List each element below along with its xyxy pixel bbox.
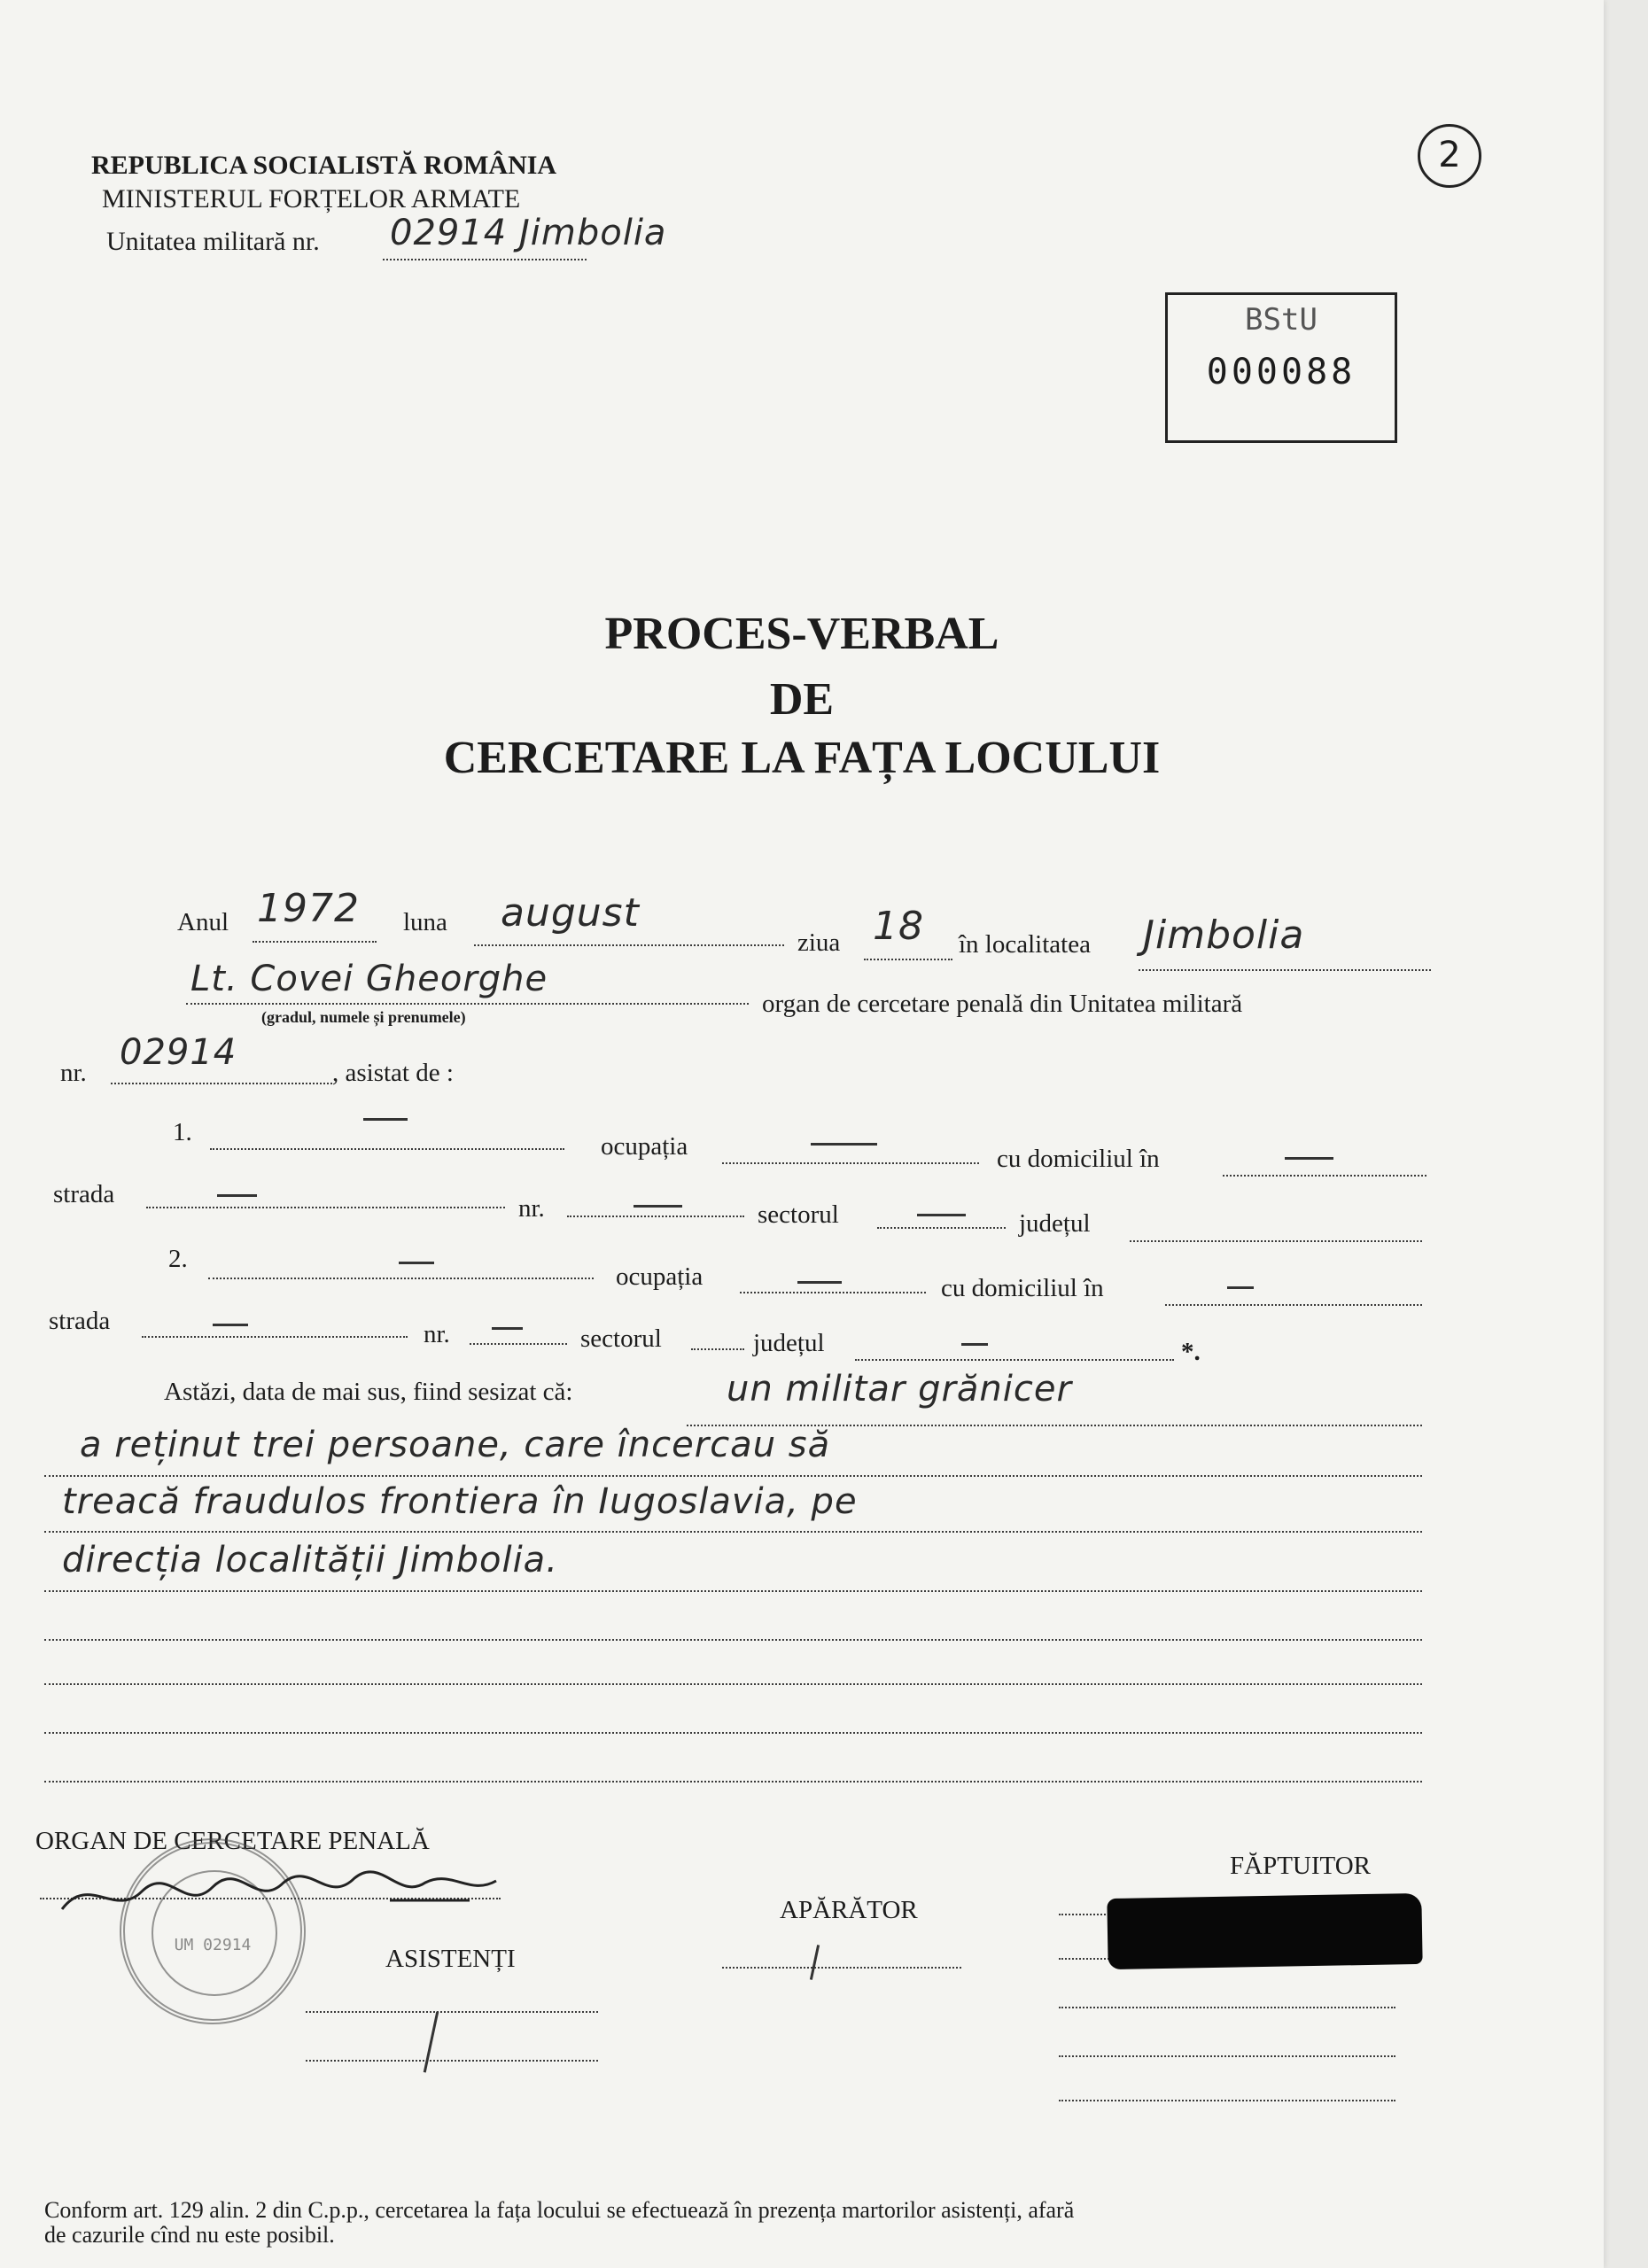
row1-number-dash xyxy=(634,1205,682,1208)
perpetrator-dotted-line-4 xyxy=(1059,2055,1395,2057)
row1-sector-dash xyxy=(917,1214,966,1216)
redaction-bar xyxy=(1107,1893,1422,1969)
locality-handwriting: Jimbolia xyxy=(1143,913,1305,958)
title-line-2: DE xyxy=(769,674,835,725)
row2-sector-label: sectorul xyxy=(580,1324,662,1353)
footnote-line-1: Conform art. 129 alin. 2 din C.p.p., cercetarea la fața locului se efectuează în prezența martorilor asistenți, afară xyxy=(44,2197,1075,2223)
day-handwriting: 18 xyxy=(873,904,924,949)
row2-number-dash xyxy=(492,1327,523,1330)
row1-name-dash xyxy=(363,1118,408,1121)
row2-occupation-dotted-line xyxy=(740,1292,926,1293)
header-unit-label: Unitatea militară nr. xyxy=(106,227,320,256)
notice-handwriting-line-2: a reținut trei persoane, care încercau să xyxy=(80,1425,831,1465)
archive-stamp-box xyxy=(1165,292,1397,443)
assistants-label: ASISTENȚI xyxy=(385,1945,516,1973)
header-ministry: MINISTERUL FORȚELOR ARMATE xyxy=(102,184,521,214)
assistant-2-dotted-line xyxy=(306,2060,598,2062)
row1-sector-label: sectorul xyxy=(758,1200,839,1229)
archive-stamp-label: BStU xyxy=(1245,302,1318,338)
officer-handwriting: Lt. Covei Gheorghe xyxy=(190,959,548,999)
row1-occupation-dash xyxy=(811,1143,877,1146)
row1-index: 1. xyxy=(173,1118,192,1146)
title-line-1: PROCES-VERBAL xyxy=(604,609,999,659)
day-dotted-line xyxy=(864,959,952,960)
defender-dotted-line xyxy=(722,1967,961,1969)
row1-number-label: nr. xyxy=(518,1194,545,1223)
notice-line-8-dotted xyxy=(44,1781,1422,1783)
row2-domicile-label: cu domiciliul în xyxy=(941,1274,1104,1302)
notice-line-4-dotted xyxy=(44,1590,1422,1592)
notice-handwriting-line-1: un militar grănicer xyxy=(727,1369,1072,1410)
locality-label: în localitatea xyxy=(959,930,1091,959)
notice-line-3-dotted xyxy=(44,1531,1422,1533)
row1-number-dotted-line xyxy=(567,1216,744,1217)
row1-county-label: județul xyxy=(1019,1209,1091,1238)
notice-line-7-dotted xyxy=(44,1732,1422,1734)
row2-number-dotted-line xyxy=(470,1343,567,1345)
day-label: ziua xyxy=(797,928,841,957)
perpetrator-label: FĂPTUITOR xyxy=(1230,1852,1371,1880)
nr-dotted-line xyxy=(111,1083,332,1084)
row1-sector-dotted-line xyxy=(877,1227,1006,1229)
notice-handwriting-line-4: direcția localității Jimbolia. xyxy=(62,1540,558,1581)
page-number-circle: 2 xyxy=(1418,124,1481,188)
organ-signature-label: ORGAN DE CERCETARE PENALĂ xyxy=(35,1827,430,1855)
row2-county-dotted-line xyxy=(855,1359,1174,1361)
year-dotted-line xyxy=(253,941,377,943)
footnote-line-2: de cazurile cînd nu este posibil. xyxy=(44,2222,335,2248)
header-republic: REPUBLICA SOCIALISTĂ ROMÂNIA xyxy=(91,151,557,180)
defender-slash xyxy=(810,1945,820,1980)
row2-domicile-dotted-line xyxy=(1165,1304,1422,1306)
month-handwriting: august xyxy=(501,890,640,936)
row2-name-dash xyxy=(399,1262,434,1264)
row2-occupation-dash xyxy=(797,1281,842,1284)
row2-domicile-dash xyxy=(1227,1286,1254,1289)
row1-occupation-dotted-line xyxy=(722,1162,979,1164)
defender-label: APĂRĂTOR xyxy=(780,1896,918,1924)
official-seal: UM 02914 xyxy=(120,1838,306,2024)
month-dotted-line xyxy=(474,944,784,946)
row2-sector-dotted-line xyxy=(691,1348,744,1350)
assistant-1-dotted-line xyxy=(306,2011,598,2013)
row1-domicile-dotted-line xyxy=(1223,1175,1426,1177)
county-asterisk: *. xyxy=(1181,1338,1201,1366)
row1-domicile-dash xyxy=(1285,1157,1333,1160)
nr-handwriting: 02914 xyxy=(120,1032,237,1073)
row2-street-dash xyxy=(213,1324,248,1326)
organ-signature xyxy=(53,1847,514,1927)
officer-caption: (gradul, numele și prenumele) xyxy=(261,1008,466,1026)
perpetrator-dotted-line-5 xyxy=(1059,2100,1395,2101)
row1-name-dotted-line xyxy=(210,1148,564,1150)
notice-line-6-dotted xyxy=(44,1683,1422,1685)
row1-county-dotted-line xyxy=(1130,1240,1422,1242)
archive-stamp-number: 000088 xyxy=(1206,352,1356,392)
row2-county-label: județul xyxy=(753,1329,825,1357)
perpetrator-dotted-line-3 xyxy=(1059,2007,1395,2008)
row2-county-dash xyxy=(961,1343,988,1346)
row1-occupation-label: ocupația xyxy=(601,1132,688,1161)
row1-domicile-label: cu domiciliul în xyxy=(997,1145,1160,1173)
assistants-slash xyxy=(424,2011,439,2072)
unit-handwriting: 02914 Jimbolia xyxy=(390,213,667,253)
row2-number-label: nr. xyxy=(424,1320,450,1348)
row2-index: 2. xyxy=(168,1245,188,1273)
notice-line-5-dotted xyxy=(44,1639,1422,1641)
row2-occupation-label: ocupația xyxy=(616,1262,704,1291)
row2-name-dotted-line xyxy=(208,1278,594,1279)
assisted-label: , asistat de : xyxy=(332,1059,454,1087)
year-handwriting: 1972 xyxy=(257,886,360,931)
notice-label: Astăzi, data de mai sus, fiind sesizat că: xyxy=(164,1378,573,1406)
nr-label: nr. xyxy=(60,1059,87,1087)
month-label: luna xyxy=(403,908,447,936)
officer-dotted-line xyxy=(186,1003,749,1005)
title-line-3: CERCETARE LA FAȚA LOCULUI xyxy=(443,733,1161,783)
row1-street-dotted-line xyxy=(146,1207,505,1208)
unit-dotted-line xyxy=(383,259,587,260)
row1-street-label: strada xyxy=(53,1180,115,1208)
row1-street-dash xyxy=(217,1194,257,1197)
notice-line-2-dotted xyxy=(44,1475,1422,1477)
organ-label: organ de cercetare penală din Unitatea militară xyxy=(762,990,1243,1018)
row2-street-label: strada xyxy=(49,1307,111,1335)
locality-dotted-line xyxy=(1139,969,1431,971)
row2-street-dotted-line xyxy=(142,1336,408,1338)
year-label: Anul xyxy=(177,908,229,936)
notice-handwriting-line-3: treacă fraudulos frontiera în Iugoslavia, pe xyxy=(62,1481,858,1522)
